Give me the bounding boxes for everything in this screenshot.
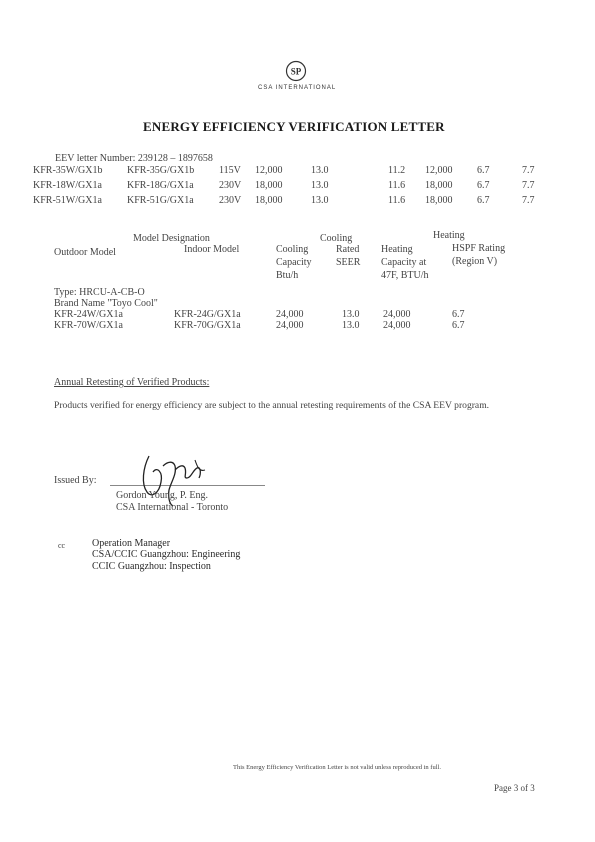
table-row xyxy=(0,195,595,207)
cooling-capacity: 24,000 xyxy=(276,320,304,331)
hspf: 6.7 xyxy=(477,180,490,191)
header-rated-seer-2: SEER xyxy=(336,257,361,268)
hspf: 6.7 xyxy=(477,195,490,206)
voltage: 115V xyxy=(219,165,241,176)
csa-seal-icon xyxy=(285,60,307,82)
heating-capacity: 24,000 xyxy=(383,320,411,331)
issued-by-label: Issued By: xyxy=(54,475,97,486)
seer: 13.0 xyxy=(311,195,329,206)
header-cooling-capacity-2: Capacity xyxy=(276,257,312,268)
type-line: Type: HRCU-A-CB-O xyxy=(54,287,145,298)
outdoor-model: KFR-51W/GX1a xyxy=(33,195,102,206)
header-cooling-capacity-1: Cooling xyxy=(276,244,309,255)
outdoor-model: KFR-35W/GX1b xyxy=(33,165,103,176)
cc-line: CCIC Guangzhou: Inspection xyxy=(92,561,211,572)
table-row xyxy=(0,320,595,332)
page-title: ENERGY EFFICIENCY VERIFICATION LETTER xyxy=(143,119,445,134)
seer: 13.0 xyxy=(342,309,360,320)
hspf-extra: 7.7 xyxy=(522,165,535,176)
seer: 13.0 xyxy=(342,320,360,331)
table-row xyxy=(0,180,595,192)
eer: 11.6 xyxy=(388,180,406,191)
issuer-org: CSA International - Toronto xyxy=(116,502,229,513)
hspf: 6.7 xyxy=(477,165,490,176)
outdoor-model: KFR-18W/GX1a xyxy=(33,180,102,191)
hspf-extra: 7.7 xyxy=(522,195,535,206)
indoor-model: KFR-18G/GX1a xyxy=(127,180,194,191)
table-row xyxy=(0,165,595,177)
header-heating-capacity-3: 47F, BTU/h xyxy=(381,270,429,281)
heating-capacity: 24,000 xyxy=(383,309,411,320)
header-cooling: Cooling xyxy=(320,233,353,244)
hspf: 6.7 xyxy=(452,309,465,320)
header-outdoor-model: Outdoor Model xyxy=(54,247,116,258)
indoor-model: KFR-24G/GX1a xyxy=(174,309,241,320)
header-cooling-capacity-3: Btu/h xyxy=(276,270,299,281)
heating-capacity: 18,000 xyxy=(425,180,453,191)
cooling-capacity: 18,000 xyxy=(255,180,283,191)
outdoor-model: KFR-24W/GX1a xyxy=(54,309,123,320)
header-hspf-2: (Region V) xyxy=(452,256,498,267)
eev-letter-number: EEV letter Number: 239128 – 1897658 xyxy=(55,153,213,164)
logo-org-name: CSA INTERNATIONAL xyxy=(258,85,337,91)
header-indoor-model: Indoor Model xyxy=(184,244,240,255)
retesting-body: Products verified for energy efficiency are subject to the annual retesting requirements of the CSA EEV program. xyxy=(54,400,490,411)
voltage: 230V xyxy=(219,180,242,191)
indoor-model: KFR-51G/GX1a xyxy=(127,195,194,206)
svg-text:SP: SP xyxy=(290,66,302,77)
cc-line: CSA/CCIC Guangzhou: Engineering xyxy=(92,549,241,560)
cooling-capacity: 24,000 xyxy=(276,309,304,320)
header-heating-capacity-2: Capacity at xyxy=(381,257,427,268)
header-hspf-1: HSPF Rating xyxy=(452,243,506,254)
retesting-heading: Annual Retesting of Verified Products: xyxy=(54,377,210,388)
seer: 13.0 xyxy=(311,180,329,191)
header-model-designation: Model Designation xyxy=(133,233,210,244)
issuer-name: Gordon Young, P. Eng. xyxy=(116,490,208,501)
heating-capacity: 18,000 xyxy=(425,195,453,206)
eer: 11.2 xyxy=(388,165,406,176)
page-number: Page 3 of 3 xyxy=(494,783,535,793)
outdoor-model: KFR-70W/GX1a xyxy=(54,320,123,331)
csa-logo xyxy=(285,60,307,87)
brand-line: Brand Name "Toyo Cool" xyxy=(54,298,158,309)
header-heating-capacity-1: Heating xyxy=(381,244,413,255)
hspf: 6.7 xyxy=(452,320,465,331)
heating-capacity: 12,000 xyxy=(425,165,453,176)
cooling-capacity: 18,000 xyxy=(255,195,283,206)
cc-label: cc xyxy=(58,541,66,550)
indoor-model: KFR-35G/GX1b xyxy=(127,165,195,176)
header-rated-seer-1: Rated xyxy=(336,244,360,255)
cc-line: Operation Manager xyxy=(92,538,171,549)
seer: 13.0 xyxy=(311,165,329,176)
voltage: 230V xyxy=(219,195,242,206)
footer-notice: This Energy Efficiency Verification Letter is not valid unless reproduced in full. xyxy=(233,764,441,771)
hspf-extra: 7.7 xyxy=(522,180,535,191)
header-heating: Heating xyxy=(433,230,465,241)
eer: 11.6 xyxy=(388,195,406,206)
cooling-capacity: 12,000 xyxy=(255,165,283,176)
indoor-model: KFR-70G/GX1a xyxy=(174,320,241,331)
